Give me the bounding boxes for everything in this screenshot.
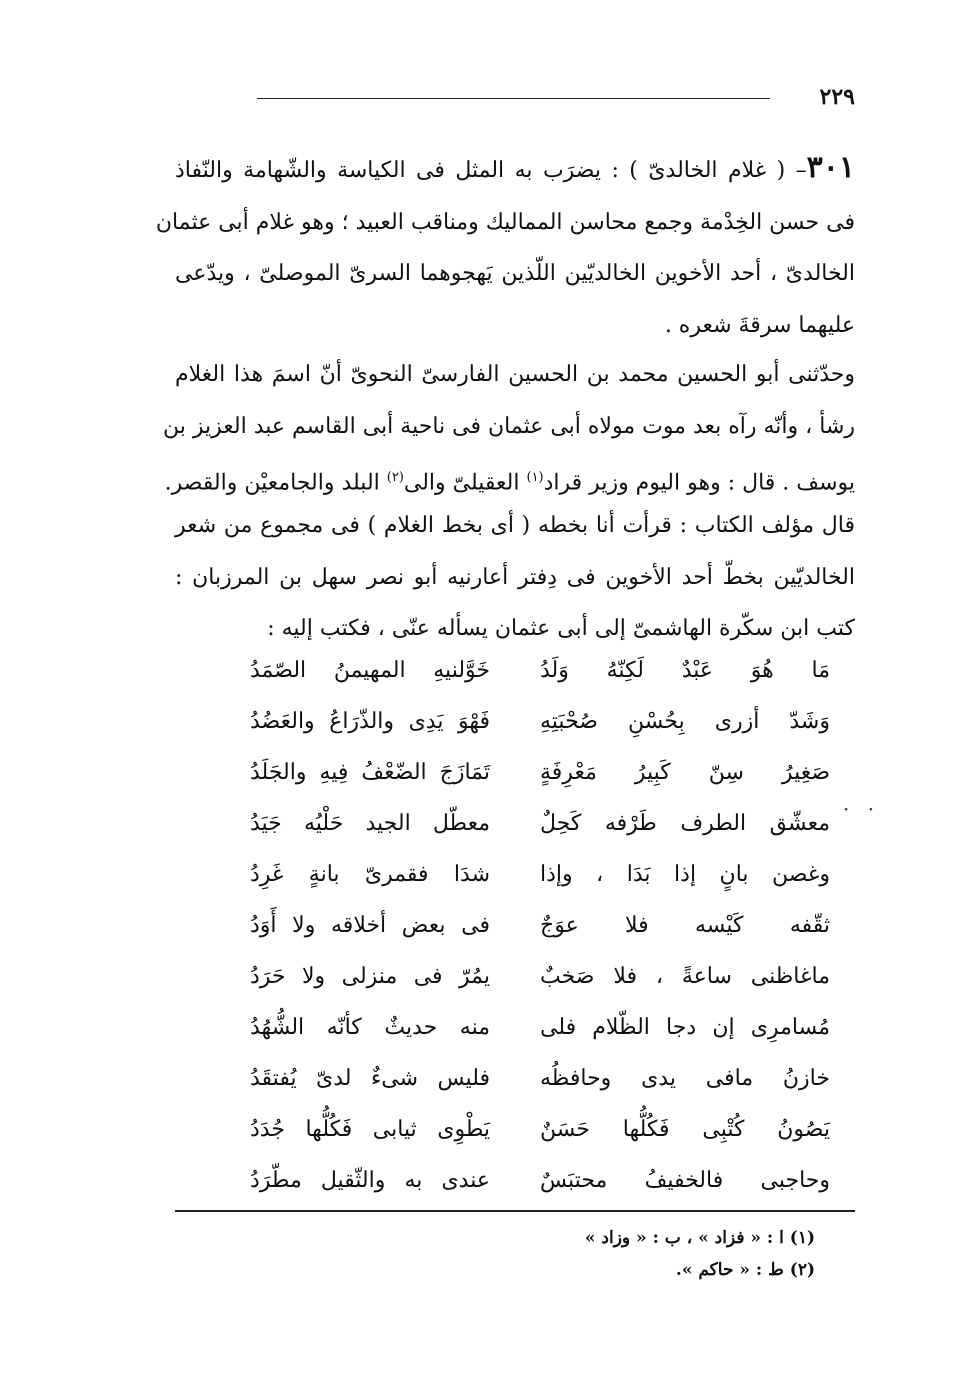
verse bbox=[230, 905, 830, 956]
second-hemistich: منه حديثٌ كأنّه الشُّهُدُ bbox=[250, 1015, 490, 1040]
entry-line: الخالدىّ ، أحد الأخوين الخالديّين اللّذين يَهجوهما السرىّ الموصلىّ ، ويدّعى bbox=[175, 261, 855, 286]
verse bbox=[230, 803, 830, 854]
second-hemistich: عندى به والثّقيل مطّرَدُ bbox=[250, 1168, 490, 1193]
paragraph-line: قال مؤلف الكتاب : قرأت أنا بخطه ( أى بخط الغلام ) فى مجموع من شعر bbox=[175, 513, 855, 538]
second-hemistich: فَهْوَ يَدِى والذّرَاعُ والعَضُدُ bbox=[250, 709, 490, 734]
entry-line: ٣٠١– ( غلام الخالدىّ ) : يضرَب به المثل فى الكياسة والشّهامة والنّفاذ bbox=[175, 150, 855, 185]
entry-number: ٣٠١ bbox=[806, 150, 855, 185]
verse bbox=[230, 1160, 830, 1211]
paragraph-line: يوسف . قال : وهو اليوم وزير قراد$^{(١)}$ العقيلىّ والى$^{(٢)}$ البلد والجامعيْن والقصر. bbox=[164, 470, 855, 496]
verse bbox=[230, 650, 830, 701]
narration-paragraph bbox=[163, 349, 855, 509]
second-hemistich: شدَا فقمرىّ بانةٍ غَرِدُ bbox=[250, 862, 490, 887]
verse bbox=[230, 854, 830, 905]
second-hemistich: فليس شىءٌ لدىّ يُفتقَدُ bbox=[250, 1066, 490, 1091]
first-hemistich: وَشَدّ أزرى بِحُسْنِ صُحْبَتِهِ bbox=[540, 709, 830, 734]
first-hemistich: ثقّفه كَيْسه فلا عوَجٌ bbox=[540, 913, 830, 938]
verse bbox=[230, 701, 830, 752]
verse bbox=[230, 1109, 830, 1160]
author-paragraph bbox=[175, 500, 855, 655]
page-header bbox=[205, 84, 855, 114]
paragraph-line: الخالديّين بخطّ أحد الأخوين فى دِفتر أعارنيه أبو نصر سهل بن المرزبان : bbox=[175, 564, 855, 590]
entry-line: فى حسن الخِدْمة وجمع محاسن المماليك ومناقب العبيد ؛ وهو غلام أبى عثمان bbox=[155, 209, 855, 235]
first-hemistich: مَا هُوَ عَبْدٌ لَكِنّهُ وَلَدُ bbox=[540, 658, 830, 683]
first-hemistich: خازنُ مافى يدى وحافظُه bbox=[540, 1066, 830, 1091]
paragraph-line: رشأ ، وأنّه رآه بعد موت مولاه أبى عثمان فى ناحية أبى القاسم عبد العزيز بن bbox=[163, 413, 855, 439]
verse bbox=[230, 1007, 830, 1058]
second-hemistich: تَمَازَجَ الضّعْفُ فِيهِ والجَلَدُ bbox=[250, 760, 490, 785]
page-number: ٢٢٩ bbox=[819, 84, 855, 110]
margin-mark: · · bbox=[843, 797, 881, 821]
second-hemistich: خَوَّلنيهِ المهيمنُ الصّمَدُ bbox=[250, 658, 490, 683]
footnote-ref-2: (٢) bbox=[386, 470, 404, 485]
second-hemistich: معطّل الجيد حَلْيُه جَيَدُ bbox=[250, 811, 490, 836]
first-hemistich: وحاجبى فالخفيفُ محتبَسٌ bbox=[540, 1168, 830, 1193]
first-hemistich: مُسامرِى إن دجا الظّلام فلى bbox=[540, 1015, 830, 1040]
second-hemistich: يمُرّ فى منزلى ولا حَرَدُ bbox=[250, 964, 490, 989]
first-hemistich: معشّق الطرف طَرْفه كَحِلٌ bbox=[540, 811, 830, 836]
header-rule bbox=[257, 98, 770, 99]
paragraph-line: وحدّثنى أبو الحسين محمد بن الحسين الفارسىّ النحوىّ أنّ اسمَ هذا الغلام bbox=[175, 362, 855, 387]
footnote-rule bbox=[175, 1210, 855, 1212]
footnote-1: (١) ا : « فزاد » ، ب : « وزاد » bbox=[584, 1228, 815, 1248]
second-hemistich: يَطْوِى ثيابى فَكُلُّها جُدَدُ bbox=[250, 1117, 490, 1142]
entry-paragraph bbox=[155, 142, 855, 351]
footnotes bbox=[585, 1222, 815, 1286]
first-hemistich: ماغاظنى ساعةً ، فلا صَخبٌ bbox=[540, 964, 830, 989]
entry-line: عليهما سرقةَ شعره . bbox=[664, 312, 855, 338]
verse bbox=[230, 1058, 830, 1109]
verse bbox=[230, 752, 830, 803]
footnote-ref-1: (١) bbox=[526, 470, 544, 485]
poem bbox=[230, 650, 830, 1211]
verse bbox=[230, 956, 830, 1007]
first-hemistich: يَصُونُ كُتْبِى فَكُلُّها حَسَنٌ bbox=[540, 1117, 830, 1142]
first-hemistich: وغصن بانٍ إذا بَدَا ، وإذا bbox=[540, 862, 830, 887]
second-hemistich: فى بعض أخلاقه ولا أَوَدُ bbox=[250, 913, 490, 938]
paragraph-line: كتب ابن سكّرة الهاشمىّ إلى أبى عثمان يسأله عنّى ، فكتب إليه : bbox=[267, 616, 855, 641]
first-hemistich: صَغِيرُ سِنّ كَبِيرُ مَعْرِفَةٍ bbox=[540, 760, 830, 785]
footnote-2: (٢) ط : « حاكم ». bbox=[675, 1260, 815, 1280]
